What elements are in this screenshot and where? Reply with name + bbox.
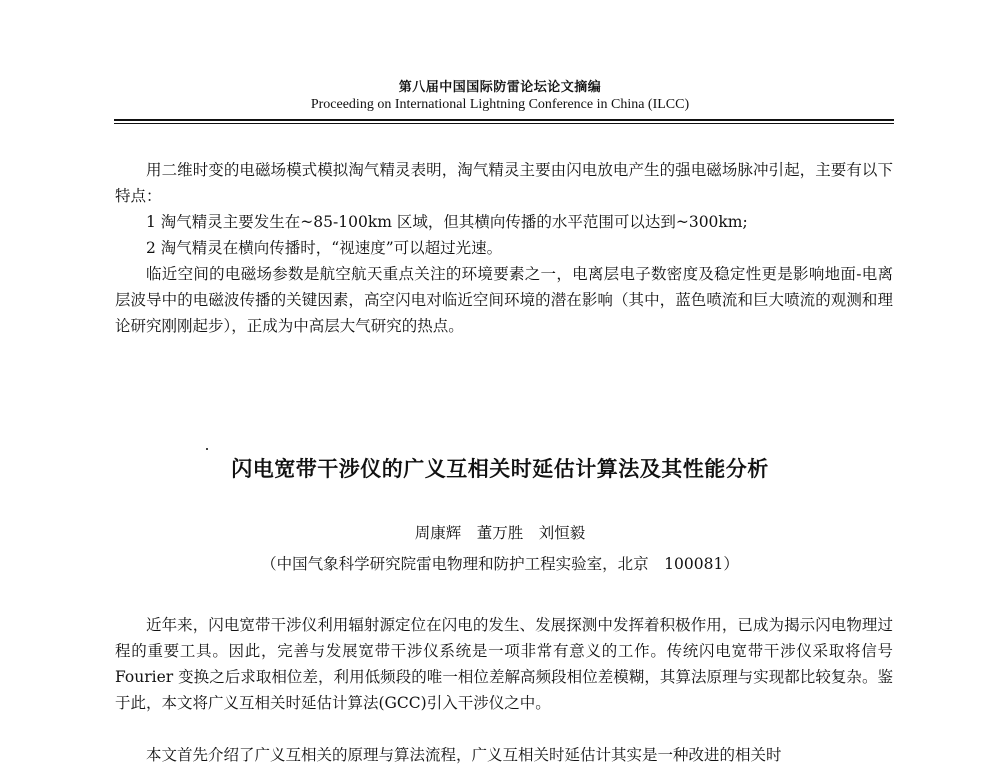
article-affiliation: （中国气象科学研究院雷电物理和防护工程实验室，北京 100081） — [261, 555, 739, 573]
article-title: 闪电宽带干涉仪的广义互相关时延估计算法及其性能分析 — [231, 457, 769, 481]
header-rule — [114, 119, 894, 121]
list-item: 2 淘气精灵在横向传播时，“视速度”可以超过光速。 — [146, 239, 503, 257]
previous-article-paragraph: 临近空间的电磁场参数是航空航天重点关注的环境要素之一，电离层电子数密度及稳定性更是影响地面-电离层波导中的电磁波传播的关键因素，高空闪电对临近空间环境的潜在影响（其中，蓝色喷流和巨大喷流的观测和理论研究刚刚起步），正成为中高层大气研究的热点。 — [115, 265, 893, 335]
article-paragraph: 近年来，闪电宽带干涉仪利用辐射源定位在闪电的发生、发展探测中发挥着积极作用，已成为揭示闪电物理过程的重要工具。因此，完善与发展宽带干涉仪系统是一项非常有意义的工作。传统闪电宽带干涉仪采取将信号 Fourier 变换之后求取相位差，利用低频段的唯一相位差解高频段相位差模糊，其算法原理与实现都比较复杂。鉴于此，本文将广义互相关时延估计算法(GCC)引入干涉仪之中。 — [115, 616, 893, 712]
header-rule-thin — [114, 123, 894, 124]
proceedings-title-cn: 第八届中国国际防雷论坛论文摘编 — [398, 80, 602, 95]
article-authors: 周康辉 董万胜 刘恒毅 — [414, 524, 586, 542]
previous-article-paragraph: 用二维时变的电磁场模式模拟淘气精灵表明，淘气精灵主要由闪电放电产生的强电磁场脉冲引起，主要有以下特点： — [115, 161, 893, 205]
scan-speck — [206, 448, 208, 450]
proceedings-title-en: Proceeding on International Lightning Conference in China (ILCC) — [310, 97, 690, 112]
article-paragraph-partial: 本文首先介绍了广义互相关的原理与算法流程，广义互相关时延估计其实是一种改进的相关时 — [146, 746, 782, 764]
list-item: 1 淘气精灵主要发生在~85-100km 区域，但其横向传播的水平范围可以达到~300km; — [146, 213, 748, 231]
